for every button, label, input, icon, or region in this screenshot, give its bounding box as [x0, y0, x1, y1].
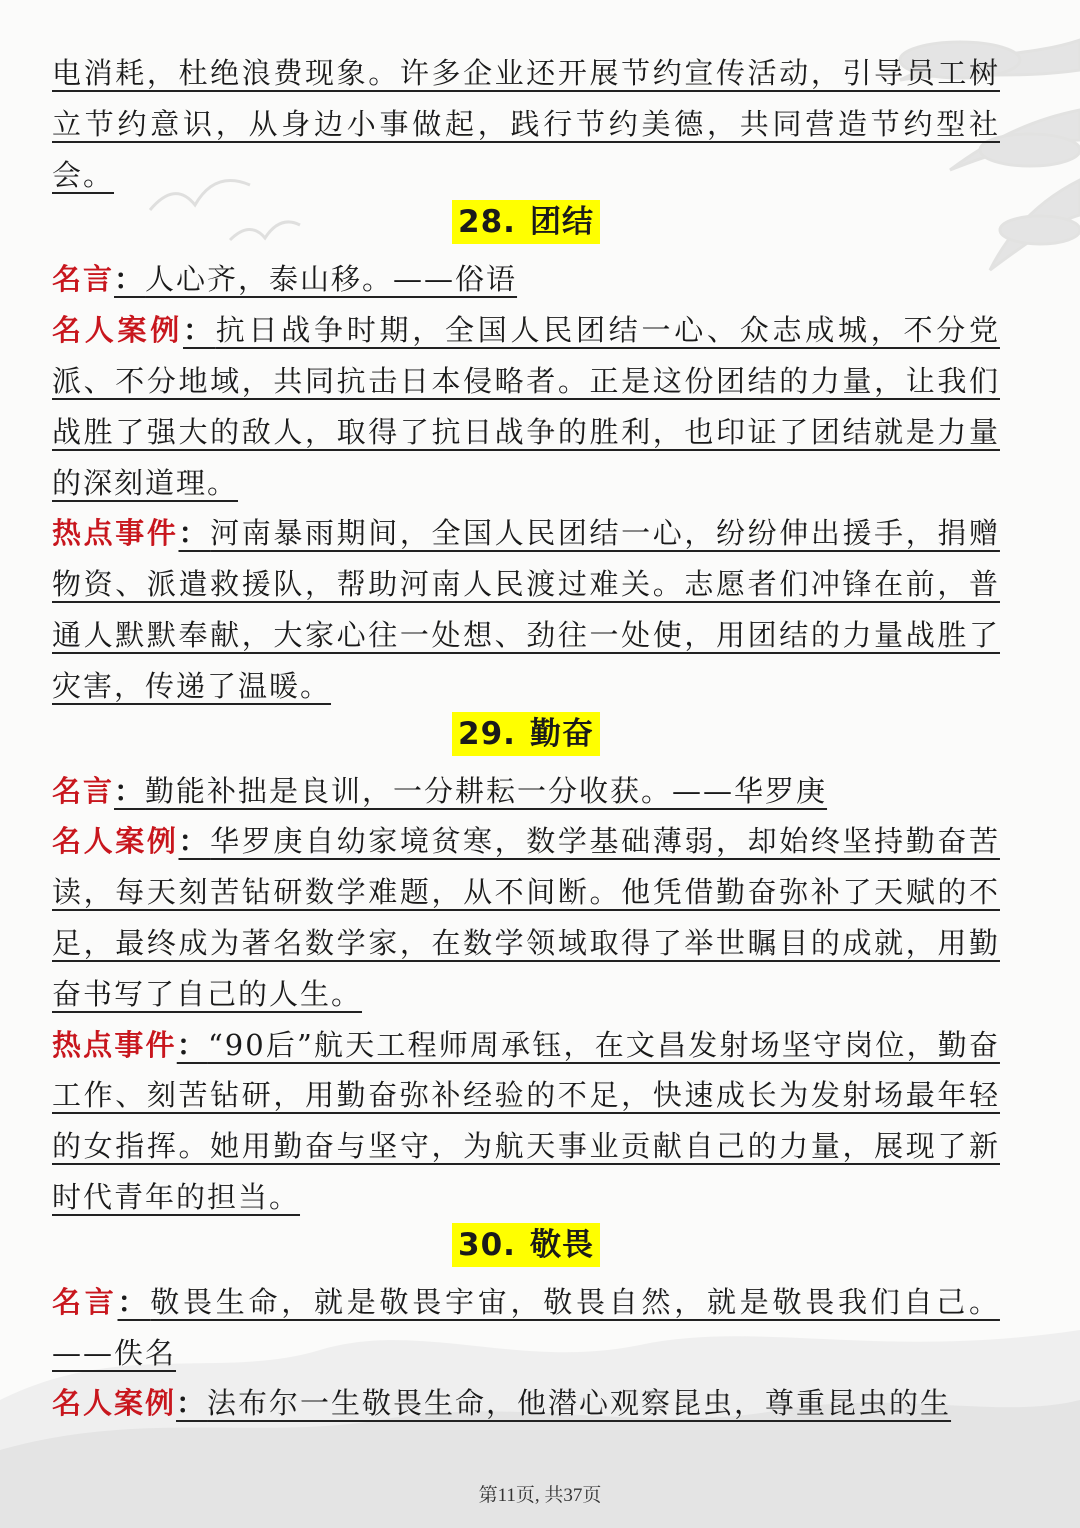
event-label: 热点事件: [52, 516, 179, 551]
section-title: 勤奋: [529, 715, 594, 752]
page-content: [52, 48, 1000, 1429]
event-paragraph: 热点事件：“90后”航天工程师周承钰，在文昌发射场坚守岗位，勤奋工作、刻苦钻研，用勤奋弥补经验的不足，快速成长为发射场最年轻的女指挥。她用勤奋与坚守，为航天事业贡献自己的力量，展现了新时代青年的担当。: [52, 1027, 1000, 1214]
case-text: 抗日战争时期，全国人民团结一心、众志成城，不分党派、不分地域，共同抗击日本侵略者。正是这份团结的力量，让我们战胜了强大的敌人，取得了抗日战争的胜利，也印证了团结就是力量的深刻道理。: [52, 313, 1000, 500]
quote-label: 名言: [52, 262, 115, 297]
case-label: 名人案例: [52, 824, 179, 859]
event-paragraph: 热点事件：河南暴雨期间，全国人民团结一心，纷纷伸出援手，捐赠物资、派遣救援队，帮助河南人民渡过难关。志愿者们冲锋在前，普通人默默奉献，大家心往一处想、劲往一处使，用团结的力量战胜了灾害，传递了温暖。: [52, 516, 1000, 703]
case-paragraph: 名人案例：华罗庚自幼家境贫寒，数学基础薄弱，却始终坚持勤奋苦读，每天刻苦钻研数学难题，从不间断。他凭借勤奋弥补了天赋的不足，最终成为著名数学家，在数学领域取得了举世瞩目的成就，用勤奋书写了自己的人生。: [52, 824, 1000, 1011]
section-heading-29: [52, 712, 1000, 766]
quote-label: 名言: [52, 773, 115, 808]
section-number: 29.: [458, 715, 516, 752]
case-paragraph: 名人案例：抗日战争时期，全国人民团结一心、众志成城，不分党派、不分地域，共同抗击日本侵略者。正是这份团结的力量，让我们战胜了强大的敌人，取得了抗日战争的胜利，也印证了团结就是力量的深刻道理。: [52, 313, 1000, 500]
quote-paragraph: 名言：勤能补拙是良训，一分耕耘一分收获。——华罗庚: [52, 773, 828, 808]
section-number: 30.: [458, 1226, 516, 1263]
intro-text: 电消耗，杜绝浪费现象。许多企业还开展节约宣传活动，引导员工树立节约意识，从身边小事做起，践行节约美德，共同营造节约型社会。: [52, 56, 1000, 192]
section-heading-28: [52, 200, 1000, 254]
page-footer: 第11页, 共37页: [478, 1485, 602, 1506]
event-label: 热点事件: [52, 1027, 177, 1062]
case-label: 名人案例: [52, 313, 183, 348]
section-title: 敬畏: [529, 1226, 594, 1263]
heading-highlight: [452, 1223, 600, 1267]
section-number: 28.: [458, 204, 516, 241]
section-heading-30: [52, 1223, 1000, 1277]
heading-highlight: [452, 712, 600, 756]
case-paragraph: 名人案例：法布尔一生敬畏生命，他潜心观察昆虫，尊重昆虫的生: [52, 1386, 952, 1421]
quote-label: 名言: [52, 1284, 118, 1319]
quote-paragraph: 名言：人心齐，泰山移。——俗语: [52, 262, 518, 297]
case-text: 法布尔一生敬畏生命，他潜心观察昆虫，尊重昆虫的生: [207, 1386, 952, 1421]
case-text: 华罗庚自幼家境贫寒，数学基础薄弱，却始终坚持勤奋苦读，每天刻苦钻研数学难题，从不间断。他凭借勤奋弥补了天赋的不足，最终成为著名数学家，在数学领域取得了举世瞩目的成就，用勤奋书写了自己的人生。: [52, 824, 1000, 1011]
quote-text: 人心齐，泰山移。——俗语: [145, 262, 518, 297]
intro-paragraph: [52, 48, 1000, 200]
section-title: 团结: [529, 204, 594, 241]
event-text: “90后”航天工程师周承钰，在文昌发射场坚守岗位，勤奋工作、刻苦钻研，用勤奋弥补经验的不足，快速成长为发射场最年轻的女指挥。她用勤奋与坚守，为航天事业贡献自己的力量，展现了新时代青年的担当。: [52, 1027, 1000, 1214]
quote-text: 勤能补拙是良训，一分耕耘一分收获。——华罗庚: [145, 773, 828, 808]
heading-highlight: [452, 200, 600, 244]
quote-text: 敬畏生命，就是敬畏宇宙，敬畏自然，就是敬畏我们自己。——佚名: [52, 1284, 1000, 1370]
quote-paragraph: 名言：敬畏生命，就是敬畏宇宙，敬畏自然，就是敬畏我们自己。——佚名: [52, 1284, 1000, 1370]
event-text: 河南暴雨期间，全国人民团结一心，纷纷伸出援手，捐赠物资、派遣救援队，帮助河南人民渡过难关。志愿者们冲锋在前，普通人默默奉献，大家心往一处想、劲往一处使，用团结的力量战胜了灾害，传递了温暖。: [52, 516, 1000, 703]
case-label: 名人案例: [52, 1386, 177, 1421]
